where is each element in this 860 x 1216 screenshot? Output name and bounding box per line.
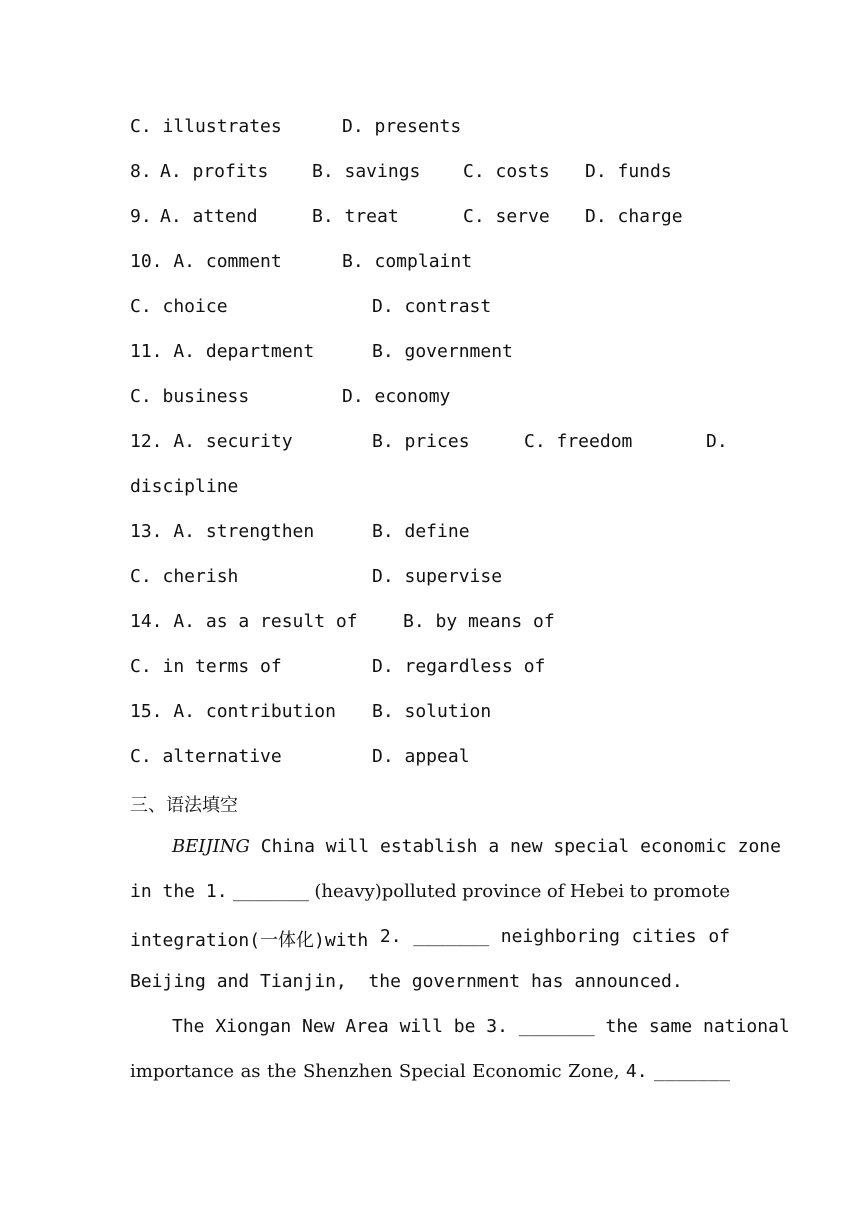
q14-option-b: B. by means of — [403, 611, 555, 632]
q12-option-d-text: discipline — [130, 476, 239, 497]
q8-number: 8. — [130, 161, 152, 182]
q9-option-b: B. treat — [312, 206, 399, 227]
passage-line-6 — [130, 1061, 730, 1082]
p1l2-w5: Hebei — [569, 881, 625, 902]
blank-2: _______ — [413, 926, 490, 947]
p2l2-w6: Zone, — [568, 1061, 620, 1082]
passage-line-3 — [130, 926, 730, 952]
p2l2-w5: Economic — [472, 1061, 562, 1082]
q9-option-a: A. attend — [160, 206, 258, 227]
q11-option-b: B. government — [372, 341, 513, 362]
section-title: 三、语法填空 — [130, 795, 238, 816]
p1l2-w7: promote — [653, 881, 730, 902]
q9-option-d: D. charge — [585, 206, 683, 227]
passage-line-2 — [130, 881, 730, 902]
q10-option-c: C. choice — [130, 296, 228, 317]
q12-option-d-letter: D. — [706, 431, 728, 452]
q12-option-a: 12. A. security — [130, 431, 293, 452]
p1l3-b: )with — [314, 930, 369, 951]
q15-option-a: 15. A. contribution — [130, 701, 336, 722]
q13-option-c: C. cherish — [130, 566, 239, 587]
q10-option-a: 10. A. comment — [130, 251, 282, 272]
p1l2-w6: to — [629, 881, 648, 902]
q11-option-a: 11. A. department — [130, 341, 315, 362]
q13-option-a: 13. A. strengthen — [130, 521, 315, 542]
q12-option-b: B. prices — [372, 431, 470, 452]
p1l3-w2: neighboring — [500, 926, 620, 947]
dateline: BEIJING — [172, 836, 250, 857]
p1l3-a: integration( — [130, 930, 261, 951]
q8-option-c: C. costs — [463, 161, 550, 182]
passage-line-4: Beijing and Tianjin, the government has announced. — [130, 971, 683, 992]
passage-line-1-text: China will establish a new special economic zone — [260, 836, 781, 857]
q14-option-d: D. regardless of — [372, 656, 546, 677]
p2l2-w3: Shenzhen — [302, 1061, 393, 1082]
blank-1: _______ — [233, 881, 309, 902]
q14-option-c: C. in terms of — [130, 656, 282, 677]
q15-option-b: B. solution — [372, 701, 492, 722]
q7-option-d: D. presents — [342, 116, 462, 137]
q13-option-d: D. supervise — [372, 566, 503, 587]
passage-line-5 — [172, 1016, 790, 1037]
q11-option-c: C. business — [130, 386, 250, 407]
p1l2-w0: in the 1. — [130, 881, 228, 902]
q12-option-c: C. freedom — [524, 431, 633, 452]
p2l2-w0: importance — [130, 1061, 235, 1082]
p1l3-w3: cities — [631, 926, 697, 947]
passage-line-5-text: The Xiongan New Area will be 3. _______ the same national — [172, 1016, 790, 1037]
q9-number: 9. — [130, 206, 152, 227]
q10-option-b: B. complaint — [342, 251, 473, 272]
q13-option-b: B. define — [372, 521, 470, 542]
q15-option-d: D. appeal — [372, 746, 470, 767]
p1l3-w0: 2. — [379, 926, 402, 947]
q11-option-d: D. economy — [342, 386, 451, 407]
q10-option-d: D. contrast — [372, 296, 492, 317]
q8-option-b: B. savings — [312, 161, 421, 182]
p1l3-w4: of — [708, 926, 730, 947]
p2l2-w2: the — [267, 1061, 297, 1082]
q9-option-c: C. serve — [463, 206, 550, 227]
passage-line-1 — [172, 836, 781, 857]
p2l2-w1: as — [240, 1061, 261, 1082]
p1l2-w3: province — [462, 881, 542, 902]
p1l2-w2: (heavy)polluted — [314, 881, 457, 902]
p2l2-w4: Special — [398, 1061, 466, 1082]
p2l2-w7: 4. — [625, 1061, 648, 1082]
q8-option-d: D. funds — [585, 161, 672, 182]
q15-option-c: C. alternative — [130, 746, 282, 767]
q8-option-a: A. profits — [160, 161, 269, 182]
p1l2-w4: of — [546, 881, 565, 902]
blank-4: _______ — [654, 1061, 730, 1082]
p1l3-cjk: 一体化 — [260, 930, 315, 951]
q7-option-c: C. illustrates — [130, 116, 282, 137]
q14-option-a: 14. A. as a result of — [130, 611, 358, 632]
